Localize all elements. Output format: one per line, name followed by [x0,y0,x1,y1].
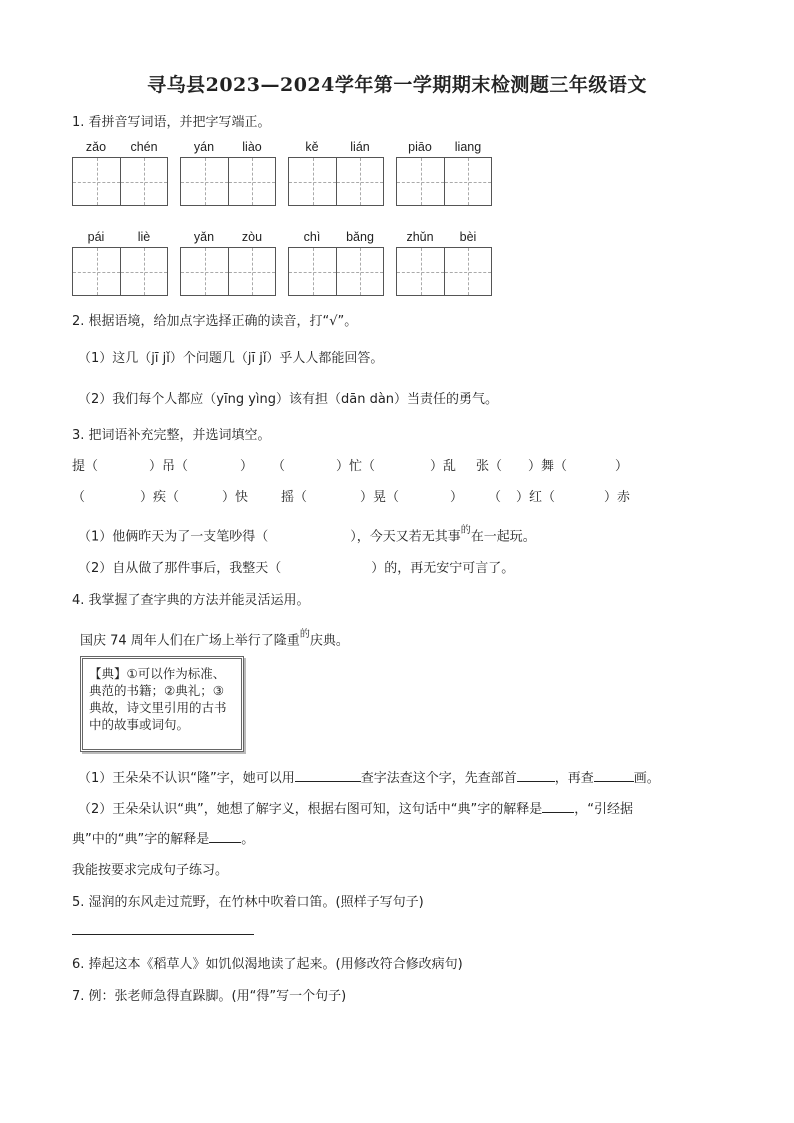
writing-grid [396,157,492,206]
question-3-prompt: 3. 把词语补充完整，并选词填空。 [72,428,271,443]
question-5: 5. 湿润的东风走过荒野，在竹林中吹着口笛。(照样子写句子) [72,895,424,910]
pinyin-label: liào [242,140,262,154]
page-title: 寻乌县2023—2024学年第一学期期末检测题三年级语文 [147,74,647,96]
blank-meaning-1[interactable] [542,800,574,813]
pinyin-label: bèi [459,230,477,244]
tian-zi-cell[interactable] [120,248,167,295]
idiom-row-2-part-8: ）红（ [516,490,556,505]
idiom-row-1-part-9: ） [615,459,629,474]
tian-zi-cell[interactable] [289,248,336,295]
pinyin-label: pái [87,230,105,244]
idiom-row-2-part-2: ）疾（ [140,490,180,505]
writing-grid [180,157,276,206]
tian-zi-cell[interactable] [73,158,120,205]
question-6: 6. 捧起这本《稻草人》如饥似渴地读了起来。(用修改符合修改病句) [72,957,463,972]
tian-zi-cell[interactable] [73,248,120,295]
pinyin-label: chén [130,140,158,154]
blank-radical[interactable] [517,769,555,782]
section-heading: 我能按要求完成句子练习。 [72,863,229,878]
writing-grid [180,247,276,296]
question-2-prompt: 2. 根据语境，给加点字选择正确的读音，打“√”。 [72,314,358,329]
idiom-row-1-part-2: ）吊（ [149,459,189,474]
tian-zi-cell[interactable] [289,158,336,205]
blank-stroke-count[interactable] [594,769,634,782]
pinyin-label: piāo [408,140,432,154]
pinyin-label: zǎo [85,140,107,154]
question-4-prompt: 4. 我掌握了查字典的方法并能灵活运用。 [72,593,310,608]
blank-lookup-method[interactable] [295,769,361,782]
tian-zi-cell[interactable] [397,248,444,295]
idiom-row-2-part-4: 摇（ [281,490,308,505]
idiom-row-1-part-8: ）舞（ [528,459,568,474]
writing-grid [72,247,168,296]
idiom-row-2-part-5: ）晃（ [360,490,400,505]
question-4-sub-2-continued: 典”中的“典”字的解释是 。 [72,832,255,847]
tian-zi-cell[interactable] [181,248,228,295]
idiom-row-2-part-7: （ [488,490,502,505]
question-4-sub-1: （1）王朵朵不认识“隆”字，她可以用 查字法查这个字，先查部首 ，再查 画。 [78,771,660,786]
writing-grid [72,157,168,206]
idiom-row-1-part-7: 张（ [476,459,503,474]
tian-zi-cell[interactable] [444,158,491,205]
idiom-row-2-part-9: ）赤 [604,490,631,505]
question-4-sentence: 国庆 74 周年人们在广场上举行了隆重$^的$庆典。 [80,629,349,649]
tian-zi-cell[interactable] [181,158,228,205]
tian-zi-cell[interactable] [228,158,275,205]
idiom-row-2-part-1: （ [72,490,86,505]
blank-meaning-2[interactable] [209,830,241,843]
tian-zi-cell[interactable] [444,248,491,295]
tian-zi-cell[interactable] [228,248,275,295]
idiom-row-1-part-5: ）忙（ [336,459,376,474]
tian-zi-cell[interactable] [336,158,383,205]
tian-zi-cell[interactable] [397,158,444,205]
question-3-sentence-2: （2）自从做了那件事后，我整天（ ）的，再无安宁可言了。 [78,561,515,576]
idiom-row-2-part-3: ）快 [222,490,249,505]
pinyin-label: chì [303,230,321,244]
idiom-row-2-part-6: ） [450,490,464,505]
idiom-row-1-part-3: ） [240,459,254,474]
writing-grid [288,247,384,296]
question-7: 7. 例：张老师急得直跺脚。(用“得”写一个句子) [72,989,347,1004]
question-3-sentence-1: （1）他俩昨天为了一支笔吵得（ ），今天又若无其事$^的$在一起玩。 [78,525,536,545]
question-2-sentence-1: （1）这几（jī jǐ）个问题几（jī jǐ）乎人人都能回答。 [78,351,384,366]
pinyin-label: yǎn [193,230,215,244]
question-4-sub-2: （2）王朵朵认识“典”，她想了解字义，根据右图可知，这句话中“典”字的解释是 ，“引经据 [78,802,633,817]
tian-zi-cell[interactable] [120,158,167,205]
pinyin-label: zhǔn [406,230,434,244]
pinyin-label: bǎng [346,230,374,244]
question-2-sentence-2: （2）我们每个人都应（yīng yìng）该有担（dān dàn）当责任的勇气。 [78,392,499,407]
idiom-row-1-part-6: ）乱 [430,459,457,474]
writing-grid [396,247,492,296]
answer-line-5[interactable] [72,934,254,935]
pinyin-label: lián [350,140,370,154]
dictionary-definition-box: 【典】①可以作为标准、典范的书籍；②典礼；③典故，诗文里引用的古书中的故事或词句。 [80,656,244,752]
idiom-row-1-part-1: 提（ [72,459,99,474]
writing-grid [288,157,384,206]
pinyin-label: liang [454,140,482,154]
pinyin-label: liè [137,230,151,244]
pinyin-label: yán [193,140,215,154]
pinyin-label: zòu [241,230,263,244]
idiom-row-1-part-4: （ [272,459,286,474]
pinyin-label: kě [305,140,319,154]
question-1-prompt: 1. 看拼音写词语，并把字写端正。 [72,115,271,130]
tian-zi-cell[interactable] [336,248,383,295]
